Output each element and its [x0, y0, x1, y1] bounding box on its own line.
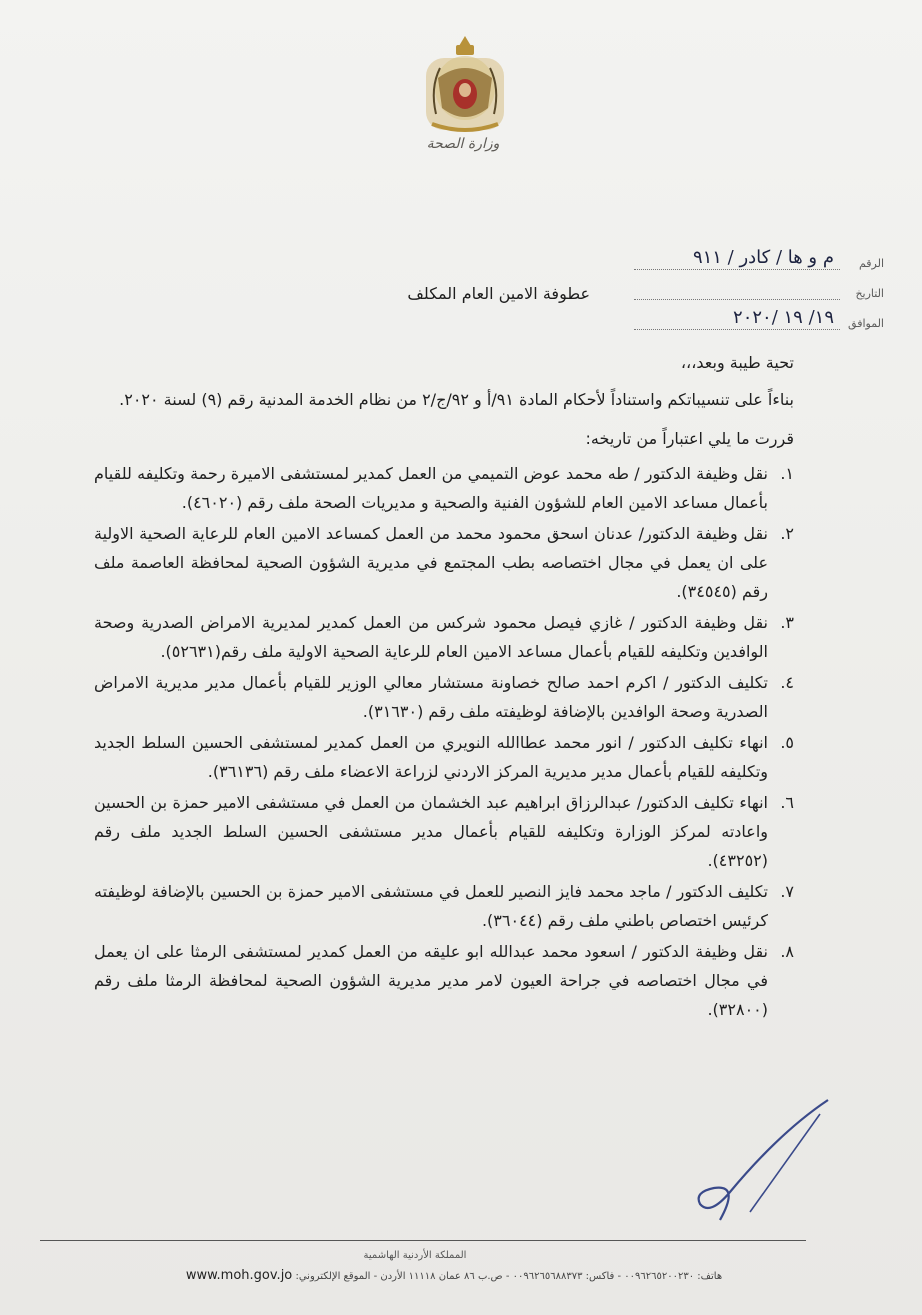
footer-website-link[interactable]: www.moh.gov.jo [185, 1268, 293, 1283]
reference-number-row [634, 240, 884, 270]
list-item [94, 788, 794, 875]
jordan-coat-of-arms-icon [418, 28, 512, 138]
item-number: ٤. [780, 673, 794, 692]
reference-number-label: الرقم [858, 257, 884, 270]
footer-contact [124, 1268, 784, 1283]
reference-corresponding-value: ١٩/ ١٩ /٢٠٢٠ [634, 307, 840, 330]
reference-corresponding-row [634, 300, 884, 330]
reference-number-value: م و ها / كادر / ٩١١ [634, 247, 840, 270]
intro-paragraph: بناءاً على تنسيباتكم واستناداً لأحكام المادة ٩١/أ و ٩٢/ج/٢ من نظام الخدمة المدنية رقم (٩) لسنة ٢٠٢٠. [119, 390, 794, 409]
list-item [94, 937, 794, 1024]
decision-list [94, 459, 794, 1024]
item-text: انهاء تكليف الدكتور / انور محمد عطاالله النويري من العمل كمدير لمستشفى الحسين السلط الجديد وتكليفه للقيام بأعمال مدير مديرية المركز الاردني لزراعة الاعضاء ملف رقم (٣٦١٣٦). [94, 733, 768, 781]
item-number: ٦. [780, 793, 794, 812]
list-item [94, 608, 794, 666]
item-number: ٥. [780, 733, 794, 752]
reference-date-label: التاريخ [855, 287, 884, 300]
item-number: ٨. [780, 942, 794, 961]
ministry-name: وزارة الصحة [426, 136, 500, 152]
footer-contact-text: هاتف: ٠٠٩٦٢٦٥٢٠٠٢٣٠ - فاكس: ٠٠٩٦٢٦٥٦٨٨٣٧٣ - ص.ب ٨٦ عمان ١١١١٨ الأردن - الموقع الإلكتروني: [295, 1271, 723, 1282]
reference-block [634, 240, 884, 330]
item-text: نقل وظيفة الدكتور/ عدنان اسحق محمود محمد من العمل كمساعد الامين العام للرعاية الصحية الاولية على ان يعمل في مجال اختصاصه بطب المجتمع في مديرية الشؤون الصحية لمحافظة العاصمة ملف رقم (٣٤٥٤٥). [94, 524, 768, 601]
addressee: عطوفة الامين العام المكلف [407, 284, 590, 303]
item-text: نقل وظيفة الدكتور / طه محمد عوض التميمي من العمل كمدير لمستشفى الاميرة رحمة وتكليفه للقيام بأعمال مساعد الامين العام للشؤون الفنية والصحية و مديريات الصحة ملف رقم (٤٦٠٢٠). [94, 464, 768, 512]
list-item [94, 728, 794, 786]
list-item [94, 459, 794, 517]
reference-date-row [634, 270, 884, 300]
list-item [94, 519, 794, 606]
item-text: تكليف الدكتور / اكرم احمد صالح خصاونة مستشار معالي الوزير للقيام بأعمال مدير مديرية الامراض الصدرية وصحة الوافدين بالإضافة لوظيفته ملف رقم (٣١٦٣٠). [94, 673, 768, 721]
item-text: انهاء تكليف الدكتور/ عبدالرزاق ابراهيم عبد الخشمان من العمل في مستشفى الامير حمزة بن الحسين واعادته لمركز الوزارة وتكليفه للقيام بأعمال مدير مستشفى الحسين السلط الجديد ملف رقم (٤٣٢٥٢). [94, 793, 768, 870]
reference-date-value [634, 277, 840, 300]
item-number: ٢. [780, 524, 794, 543]
item-number: ٣. [780, 613, 794, 632]
item-text: تكليف الدكتور / ماجد محمد فايز النصير للعمل في مستشفى الامير حمزة بن الحسين بالإضافة لوظيفته كرئيس اختصاص باطني ملف رقم (٣٦٠٤٤). [94, 882, 768, 930]
greeting: تحية طيبة وبعد،،، [680, 353, 794, 372]
item-number: ١. [780, 464, 794, 483]
footer-title: المملكة الأردنية الهاشمية [363, 1250, 467, 1261]
item-text: نقل وظيفة الدكتور / غازي فيصل محمود شركس من العمل كمدير لمديرية الامراض الصدرية وصحة الوافدين وتكليفه للقيام بأعمال مساعد الامين العام للرعاية الصحية الاولية ملف رقم(٥٢٦٣١). [94, 613, 768, 661]
item-number: ٧. [780, 882, 794, 901]
item-text: نقل وظيفة الدكتور / اسعود محمد عبدالله ابو عليقه من العمل كمدير لمستشفى الرمثا على ان يعمل في مجال اختصاصه في جراحة العيون لامر مدير مديرية الشؤون الصحية لمحافظة الرمثا ملف رقم (٣٢٨٠٠). [94, 942, 768, 1019]
letter-body [94, 348, 794, 1026]
list-item [94, 668, 794, 726]
footer-divider [40, 1240, 806, 1241]
signature-icon [690, 1092, 840, 1232]
reference-corresponding-label: الموافق [848, 317, 884, 330]
decision-intro: قررت ما يلي اعتباراً من تاريخه: [585, 429, 794, 448]
list-item [94, 877, 794, 935]
